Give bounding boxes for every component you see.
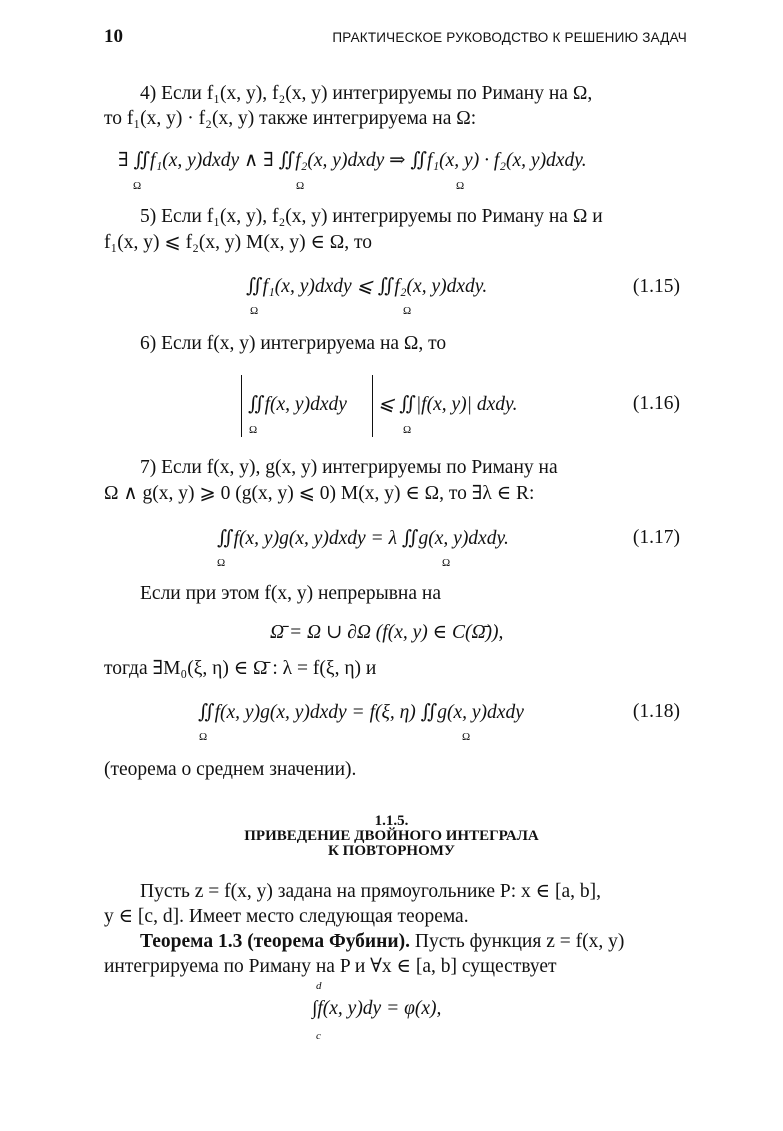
omega-sub: Ω [403, 305, 412, 317]
item-5-formula: ∬f₁(x, y)dxdy ⩽ ∬f₂(x, y)dxdy. [246, 276, 488, 297]
theorem-line [140, 930, 624, 954]
section-title-line-1: ПРИВЕДЕНИЕ ДВОЙНОГО ИНТЕГРАЛА [244, 828, 539, 844]
item-4-formula: ∃ ∬f₁(x, y)dxdy ∧ ∃ ∬f₂(x, y)dxdy ⇒ ∬f₁(x, y) · f₂(x, y)dxdy. [118, 150, 587, 171]
equation-number: (1.15) [632, 276, 680, 297]
section-number: 1.1.5. [374, 813, 409, 829]
equation-number: (1.17) [632, 527, 680, 548]
mean-value-formula: ∬f(x, y)g(x, y)dxdy = f(ξ, η) ∬g(x, y)dxdy [198, 702, 524, 723]
omega-sub: Ω [199, 731, 208, 743]
fubini-formula: ∫f(x, y)dy = φ(x), [312, 998, 442, 1019]
mean-value-caption: (теорема о среднем значении). [104, 759, 357, 780]
closure-formula: Ω̄ = Ω ∪ ∂Ω (f(x, y) ∈ C(Ω̄)), [270, 622, 504, 643]
fubini-line-2: y ∈ [c, d]. Имеет место следующая теорема. [104, 906, 469, 927]
mean-value-line-2: тогда ∃M₀(ξ, η) ∈ Ω̄ : λ = f(ξ, η) и [104, 658, 377, 679]
mean-value-line-1: Если при этом f(x, y) непрерывна на [140, 583, 441, 604]
lower-limit: c [316, 1030, 321, 1042]
running-title: ПРАКТИЧЕСКОЕ РУКОВОДСТВО К РЕШЕНИЮ ЗАДАЧ [332, 30, 687, 45]
theorem-text: Пусть функция z = f(x, y) [410, 931, 625, 952]
item-6-line-1: 6) Если f(x, y) интегрируема на Ω, то [140, 333, 447, 354]
item-5-line-2: f₁(x, y) ⩽ f₂(x, y) M(x, y) ∈ Ω, то [104, 232, 373, 253]
item-6-formula-right: ⩽ ∬|f(x, y)| dxdy. [378, 394, 518, 415]
abs-bar-right [372, 375, 373, 437]
page-number: 10 [104, 26, 123, 47]
item-4-line-1: 4) Если f₁(x, y), f₂(x, y) интегрируемы по Риману на Ω, [140, 83, 593, 104]
section-title-line-2: К ПОВТОРНОМУ [328, 843, 455, 859]
omega-sub: Ω [462, 731, 471, 743]
item-7-line-2: Ω ∧ g(x, y) ⩾ 0 (g(x, y) ⩽ 0) M(x, y) ∈ Ω, то ∃λ ∈ R: [104, 483, 535, 504]
fubini-line-4: интегрируема по Риману на P и ∀x ∈ [a, b] существует [104, 956, 557, 977]
omega-sub: Ω [403, 424, 412, 436]
item-6-formula-left: ∬f(x, y)dxdy [248, 394, 347, 415]
equation-number: (1.18) [632, 701, 680, 722]
omega-sub: Ω [217, 557, 226, 569]
upper-limit: d [316, 980, 322, 992]
item-4-line-2: то f₁(x, y) · f₂(x, y) также интегрируема на Ω: [104, 108, 477, 129]
omega-sub: Ω [442, 557, 451, 569]
theorem-label: Теорема 1.3 (теорема Фубини). [140, 931, 411, 952]
omega-sub: Ω [133, 180, 142, 192]
omega-sub: Ω [456, 180, 465, 192]
omega-sub: Ω [296, 180, 305, 192]
item-7-line-1: 7) Если f(x, y), g(x, y) интегрируемы по Риману на [140, 457, 558, 478]
fubini-line-1: Пусть z = f(x, y) задана на прямоугольнике P: x ∈ [a, b], [140, 881, 602, 902]
item-5-line-1: 5) Если f₁(x, y), f₂(x, y) интегрируемы по Риману на Ω и [140, 206, 603, 227]
item-7-formula: ∬f(x, y)g(x, y)dxdy = λ ∬g(x, y)dxdy. [217, 528, 509, 549]
omega-sub: Ω [249, 424, 258, 436]
equation-number: (1.16) [632, 393, 680, 414]
omega-sub: Ω [250, 305, 259, 317]
abs-bar-left [241, 375, 242, 437]
